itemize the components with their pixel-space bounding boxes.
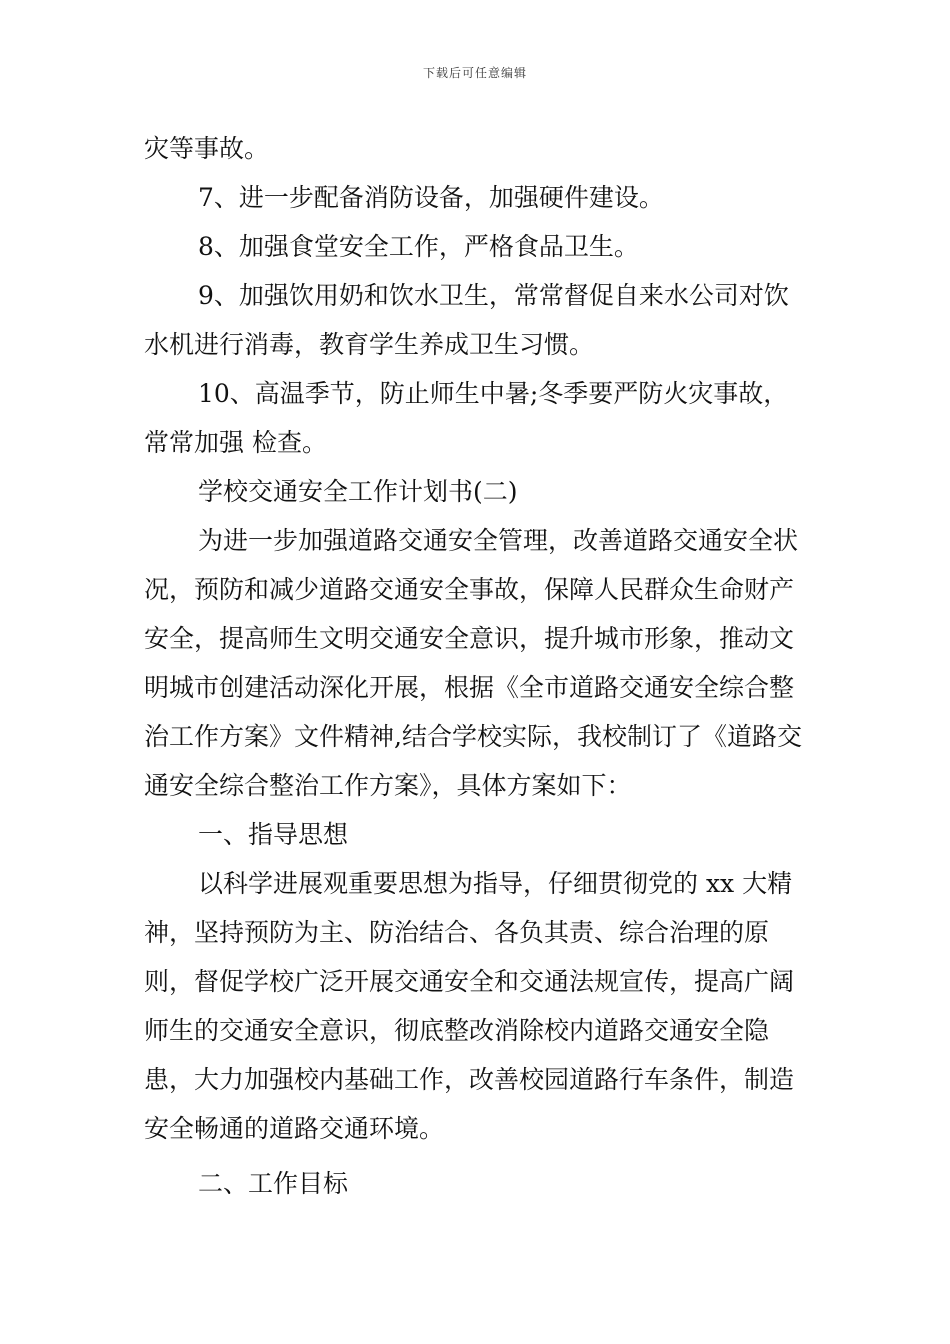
paragraph-guiding-ideology: 以科学进展观重要思想为指导，仔细贯彻党的 xx 大精神，坚持预防为主、防治结合、各负其责、综合治理的原则，督促学校广泛开展交通安全和交通法规宣传，提高广阔师生的交通安全意识，彻底整改消除校内道路交通安全隐患，大力加强校内基础工作，改善校园道路行车条件，制造安全畅通的道路交通环境。 [144,869,795,1143]
paragraph-introduction: 为进一步加强道路交通安全管理，改善道路交通安全状况，预防和减少道路交通安全事故，保障人民群众生命财产安全，提高师生文明交通安全意识，提升城市形象，推动文明城市创建活动深化开展，根据《全市道路交通安全综合整治工作方案》文件精神,结合学校实际，我校制订了《道路交通安全综合整治工作方案》，具体方案如下： [144,526,802,800]
heading-guiding-ideology: 一、指导思想 [198,820,349,849]
document-body [144,124,806,1208]
paragraph-fire-accident-end: 灾等事故。 [144,134,270,163]
paragraph-item-10: 10、高温季节，防止师生中暑;冬季要严防火灾事故，常常加强 检查。 [144,379,789,457]
section-title: 学校交通安全工作计划书(二) [198,477,518,506]
page-header-note: 下载后可任意编辑 [422,66,527,80]
paragraph-item-7: 7、进一步配备消防设备，加强硬件建设。 [198,183,664,212]
paragraph-item-9: 9、加强饮用奶和饮水卫生，常常督促自来水公司对饮水机进行消毒，教育学生养成卫生习惯。 [144,281,789,359]
paragraph-item-8: 8、加强食堂安全工作，严格食品卫生。 [198,232,639,261]
heading-work-goals: 二、工作目标 [198,1169,349,1198]
